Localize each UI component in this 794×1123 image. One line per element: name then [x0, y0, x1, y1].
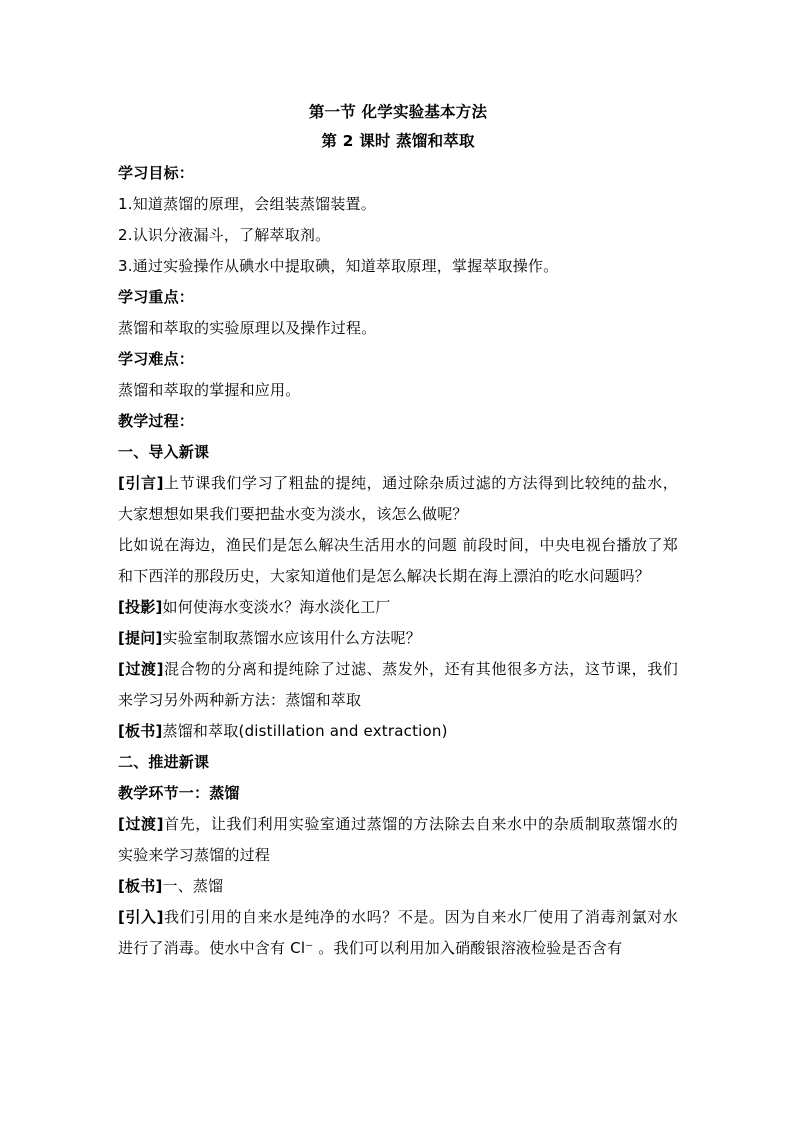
segment1-heading: 教学环节一：蒸馏	[118, 784, 240, 802]
document-content	[118, 98, 678, 964]
goal-item-2: 2.认识分液漏斗，了解萃取剂。	[118, 226, 331, 244]
process-heading: 教学过程：	[118, 412, 195, 430]
difficulty-text: 蒸馏和萃取的掌握和应用。	[118, 381, 301, 399]
intro-paragraph	[118, 468, 678, 530]
intro2-paragraph	[118, 902, 678, 964]
transition2-text: 首先，让我们利用实验室通过蒸馏的方法除去自来水中的杂质制取蒸馏水的实验来学习蒸馏的过程	[118, 815, 678, 864]
intro2-tag: [引入]	[118, 908, 164, 926]
part1-heading: 一、导入新课	[118, 443, 210, 461]
intro2-text: 我们引用的自来水是纯净的水吗？不是。因为自来水厂使用了消毒剂氯对水进行了消毒。使水中含有 Cl⁻ 。我们可以利用加入硝酸银溶液检验是否含有	[118, 908, 678, 957]
transition1-tag: [过渡]	[118, 660, 164, 678]
difficulty-heading: 学习难点：	[118, 350, 195, 368]
board2-tag: [板书]	[118, 877, 163, 895]
key-points-heading: 学习重点：	[118, 288, 195, 306]
example-paragraph: 比如说在海边，渔民们是怎么解决生活用水的问题 前段时间，中央电视台播放了郑和下西洋的那段历史，大家知道他们是怎么解决长期在海上漂泊的吃水问题吗？	[118, 536, 678, 585]
document-subtitle: 第 2 课时 蒸馏和萃取	[321, 132, 475, 150]
board1-tag: [板书]	[118, 722, 163, 740]
part2-heading: 二、推进新课	[118, 753, 210, 771]
goal-item-3: 3.通过实验操作从碘水中提取碘，知道萃取原理，掌握萃取操作。	[118, 257, 559, 275]
question-paragraph	[118, 623, 678, 654]
board2-text: 一、蒸馏	[162, 877, 224, 895]
projection-paragraph	[118, 592, 678, 623]
projection-tag: [投影]	[118, 598, 163, 616]
board2-paragraph	[118, 871, 678, 902]
question-tag: [提问]	[118, 629, 163, 647]
transition2-paragraph	[118, 809, 678, 871]
transition1-paragraph	[118, 654, 678, 716]
intro-tag: [引言]	[118, 474, 164, 492]
transition1-text: 混合物的分离和提纯除了过滤、蒸发外，还有其他很多方法，这节课，我们来学习另外两种新方法：蒸馏和萃取	[118, 660, 678, 709]
board1-text: 蒸馏和萃取(distillation and extraction)	[162, 722, 448, 740]
board1-paragraph	[118, 716, 678, 747]
document-title: 第一节 化学实验基本方法	[308, 103, 488, 121]
projection-text: 如何使海水变淡水？海水淡化工厂	[162, 598, 391, 616]
transition2-tag: [过渡]	[118, 815, 164, 833]
goal-item-1: 1.知道蒸馏的原理，会组装蒸馏装置。	[118, 195, 376, 213]
key-points-text: 蒸馏和萃取的实验原理以及操作过程。	[118, 319, 377, 337]
goals-heading: 学习目标：	[118, 164, 195, 182]
intro-text: 上节课我们学习了粗盐的提纯，通过除杂质过滤的方法得到比较纯的盐水，大家想想如果我们要把盐水变为淡水，该怎么做呢？	[118, 474, 678, 523]
question-text: 实验室制取蒸馏水应该用什么方法呢？	[162, 629, 421, 647]
